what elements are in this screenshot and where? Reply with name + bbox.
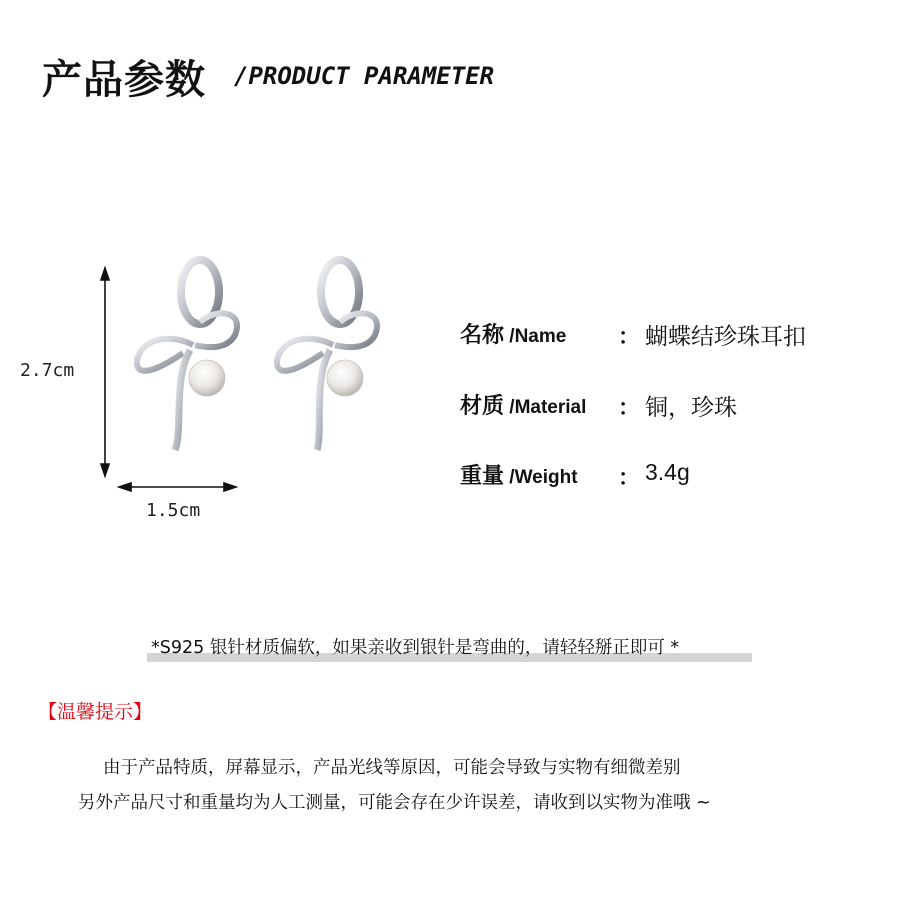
- tips-line: 另外产品尺寸和重量均为人工测量，可能会存在少许误差，请收到以实物为准哦 ~: [78, 793, 711, 813]
- spec-value: 3.4g: [645, 459, 690, 485]
- height-arrow: [101, 268, 109, 476]
- height-dimension-label: 2.7cm: [20, 360, 75, 381]
- spec-label-cn: 名称: [460, 323, 505, 348]
- page-title-cn: 产品参数: [42, 57, 206, 103]
- earrings-image: [95, 250, 395, 530]
- tips-heading: 【温馨提示】: [38, 701, 153, 723]
- spec-label-cn: 重量: [460, 464, 505, 489]
- tips-line: 由于产品特质，屏幕显示，产品光线等原因，可能会导致与实物有细微差别: [103, 758, 681, 778]
- needle-note: [147, 634, 752, 664]
- spec-value: 蝴蝶结珍珠耳扣: [645, 323, 806, 349]
- spec-row-name: [460, 318, 806, 354]
- width-arrow: [119, 483, 236, 491]
- spec-row-weight: [460, 459, 690, 495]
- note-text: *S925 银针材质偏软，如果亲收到银针是弯曲的，请轻轻掰正即可 *: [151, 638, 680, 658]
- earring-right: [277, 260, 377, 450]
- spec-label-en: /Material: [504, 397, 587, 418]
- spec-label-en: /Weight: [504, 467, 578, 488]
- spec-label-en: /Name: [504, 326, 567, 347]
- earring-left: [137, 260, 237, 450]
- spec-colon: ：: [618, 466, 641, 491]
- spec-label-cn: 材质: [460, 394, 505, 419]
- spec-colon: ：: [618, 396, 641, 421]
- width-dimension-label: 1.5cm: [146, 500, 201, 521]
- page-title-en: /PRODUCT PARAMETER: [234, 62, 495, 90]
- spec-colon: ：: [618, 325, 641, 350]
- spec-value: 铜，珍珠: [645, 394, 737, 420]
- spec-row-material: [460, 389, 737, 425]
